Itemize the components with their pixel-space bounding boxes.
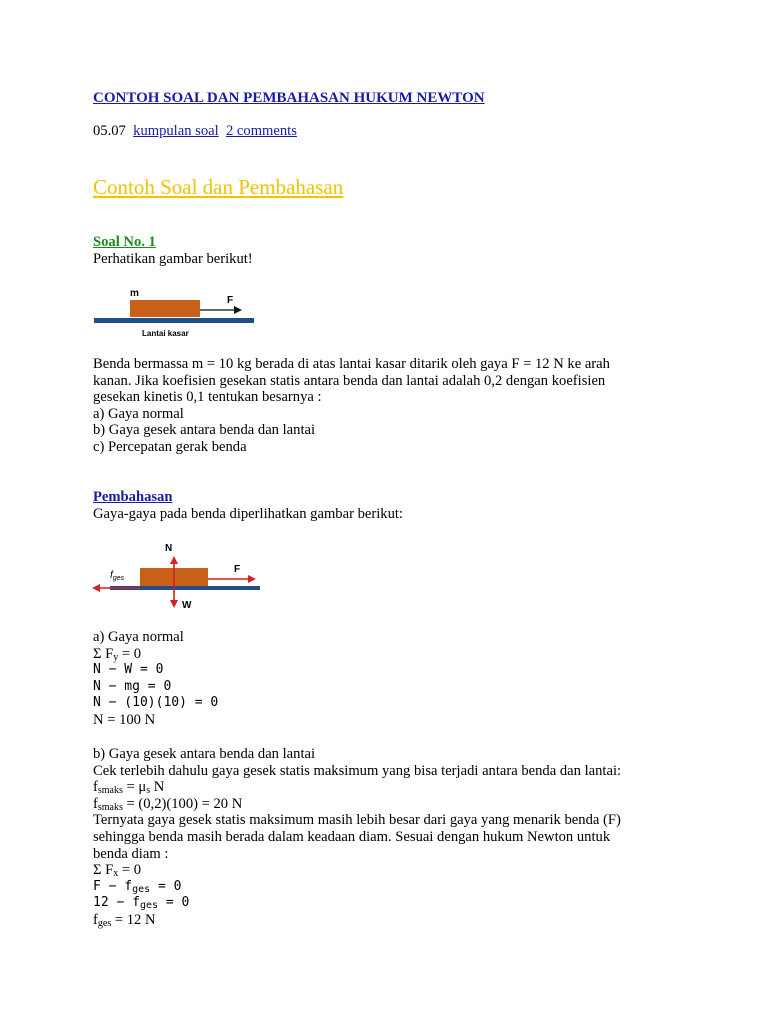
equation: N − mg = 0 bbox=[93, 678, 172, 694]
force-arrowhead bbox=[248, 575, 256, 583]
equation: N − (10)(10) = 0 bbox=[93, 695, 219, 711]
part-a bbox=[93, 629, 218, 729]
category-link[interactable]: kumpulan soal bbox=[133, 123, 219, 139]
post-time: 05.07 bbox=[93, 123, 126, 139]
soal-para-line: Benda bermassa m = 10 kg berada di atas lantai kasar ditarik oleh gaya F = 12 N ke arah bbox=[93, 356, 610, 372]
pembahasan-label: Pembahasan bbox=[93, 489, 173, 505]
part-b-para-line: sehingga benda masih berada dalam keadaan diam. Sesuai dengan hukum Newton untuk bbox=[93, 828, 611, 845]
section-heading: Contoh Soal dan Pembahasan bbox=[93, 175, 344, 199]
equation: Σ $F_x = 0$ bbox=[93, 862, 142, 880]
part-b-para-line: Ternyata gaya gesek statis maksimum masih lebih besar dari gaya yang menarik benda (F) bbox=[93, 812, 621, 829]
soal-intro: Perhatikan gambar berikut! bbox=[93, 251, 253, 267]
part-b-para-line: benda diam : bbox=[93, 845, 169, 862]
soal-label: Soal No. 1 bbox=[93, 234, 156, 250]
equation: Σ $F_y = 0$ bbox=[93, 645, 142, 663]
equation: N = 100 N bbox=[93, 711, 156, 728]
pembahasan-intro: Gaya-gaya pada benda diperlihatkan gambar berikut: bbox=[93, 506, 403, 522]
post-title-link[interactable]: CONTOH SOAL DAN PEMBAHASAN HUKUM NEWTON bbox=[93, 90, 485, 106]
force-arrowhead bbox=[234, 306, 242, 314]
equation: $f_{smaks} = \mu_s$ N bbox=[93, 779, 165, 797]
part-b bbox=[93, 746, 621, 929]
figure-block-on-floor bbox=[92, 284, 258, 342]
post-meta bbox=[93, 123, 297, 140]
soal-paragraph bbox=[93, 356, 610, 456]
friction-arrowhead bbox=[92, 584, 100, 592]
equation: $12 - f_{ges} = 0$ bbox=[93, 895, 190, 912]
friction-label: $f_{ges}$ bbox=[110, 570, 125, 582]
force-label: F bbox=[234, 564, 241, 575]
part-b-heading: b) Gaya gesek antara benda dan lantai bbox=[93, 746, 316, 762]
figure-free-body bbox=[90, 538, 264, 614]
equation: N − W = 0 bbox=[93, 662, 164, 678]
block-shape bbox=[130, 300, 200, 317]
mass-label: m bbox=[130, 288, 139, 299]
soal-item: b) Gaya gesek antara benda dan lantai bbox=[93, 422, 316, 439]
equation: $f_{smaks} = (0,2)(100) = 20$ N bbox=[93, 795, 243, 813]
floor-shape bbox=[94, 318, 254, 323]
equation: $f_{ges} = 12$ N bbox=[93, 911, 156, 929]
part-a-heading: a) Gaya normal bbox=[93, 629, 184, 645]
part-b-intro: Cek terlebih dahulu gaya gesek statis maksimum yang bisa terjadi antara benda dan lantai: bbox=[93, 762, 622, 779]
soal-para-line: kanan. Jika koefisien gesekan statis antara benda dan lantai adalah 0,2 dengan koefisien bbox=[93, 372, 606, 389]
soal-item: c) Percepatan gerak benda bbox=[93, 438, 247, 455]
comments-link[interactable]: 2 comments bbox=[225, 123, 297, 139]
normal-arrowhead bbox=[170, 556, 178, 564]
normal-label: N bbox=[165, 543, 173, 554]
post-title[interactable] bbox=[93, 89, 485, 107]
soal-item: a) Gaya normal bbox=[93, 405, 184, 422]
weight-arrowhead bbox=[170, 600, 178, 608]
equation: $F - f_{ges} = 0$ bbox=[93, 878, 182, 895]
floor-label: Lantai kasar bbox=[142, 329, 189, 338]
force-label: F bbox=[227, 295, 234, 306]
weight-label: W bbox=[182, 600, 192, 611]
soal-para-line: gesekan kinetis 0,1 tentukan besarnya : bbox=[93, 389, 322, 406]
